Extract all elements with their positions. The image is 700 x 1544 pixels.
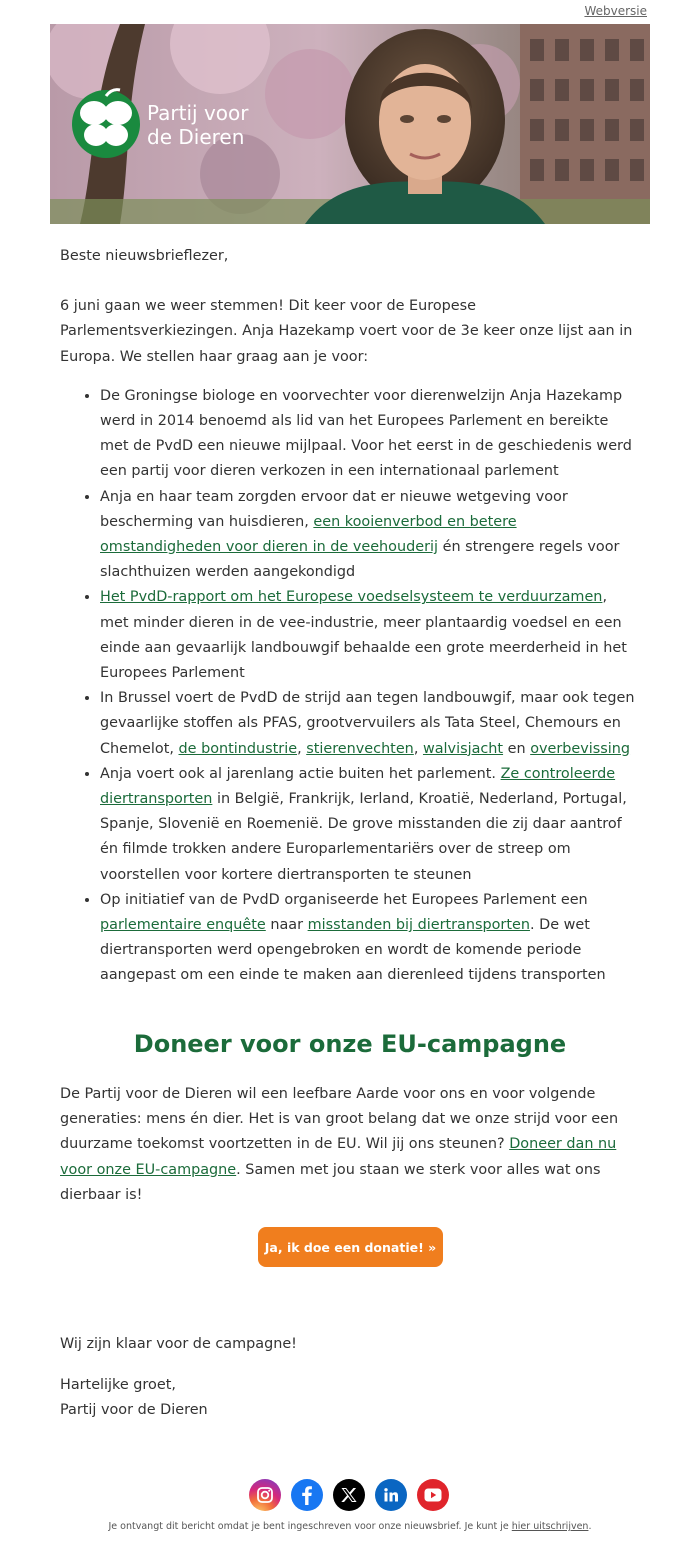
footer: Je ontvangt dit bericht omdat je bent ingeschreven voor onze nieuwsbrief. Je kunt je hier uitschrijven. [108,1521,592,1532]
list-item: • Op initiatief van de PvdD organiseerde het Europees Parlement een parlementaire enquête naar misstanden bij diertransporten. De wet diertransporten werd opengebroken en wordt de komende periode aangepast om een einde te maken aan dierenleed tijdens transporten [100,888,640,989]
list-item: • Het PvdD-rapport om het Europese voedselsysteem te verduurzamen, met minder dieren in de vee-industrie, meer plantaardig voedsel en een einde aan gevaarlijk landbouwgif behaalde een grote meerderheid in het Europees Parlement [100,585,640,686]
bontindustrie-link[interactable]: de bontindustrie [178,740,298,757]
instagram-icon[interactable] [249,1479,281,1511]
misstanden-link[interactable]: misstanden bij diertransporten [307,917,530,934]
diertransporten-controle-link[interactable]: Ze controleerde diertransporten [100,765,616,808]
list-item: • Anja en haar team zorgden ervoor dat er nieuwe wetgeving voor bescherming van huisdieren, een kooienverbod en betere omstandigheden voor dieren in de veehouderij én strengere regels voor slachthuizen werden aangekondigd [100,485,640,586]
facebook-icon[interactable] [291,1479,323,1511]
stierenvechten-link[interactable]: stierenvechten [306,740,414,757]
intro-paragraph: 6 juni gaan we weer stemmen! Dit keer voor de Europese Parlementsverkiezingen. Anja Hazekamp voert voor de 3e keer onze lijst aan in Europa. We stellen haar graag aan je voor: [60,298,633,365]
enquete-link[interactable]: parlementaire enquête [100,917,266,934]
newsletter-body [60,244,640,989]
overbevissing-link[interactable]: overbevissing [530,740,631,757]
rapport-link[interactable]: Het PvdD-rapport om het Europese voedselsysteem te verduurzamen [100,589,603,606]
youtube-icon[interactable] [417,1479,449,1511]
list-item: • In Brussel voert de PvdD de strijd aan tegen landbouwgif, maar ook tegen gevaarlijke stoffen als PFAS, grootvervuilers als Tata Steel, Chemours en Chemelot, de bontindustrie, stierenvechten, walvisjacht en overbevissing [100,686,640,762]
donate-heading: Doneer voor onze EU-campagne [133,1030,567,1058]
unsubscribe-link[interactable]: hier uitschrijven [511,1521,589,1532]
list-item: • Anja voert ook al jarenlang actie buiten het parlement. Ze controleerde diertransporten in België, Frankrijk, Ierland, Kroatië, Nederland, Portugal, Spanje, Slovenië en Roemenië. De grove misstanden die zij daar aantrof én filmde trokken andere Europarlementariërs over de streep om voorstellen voor kortere diertransporten te steunen [100,762,640,888]
logo-text-line2: de Dieren [147,125,245,149]
donate-button[interactable]: Ja, ik doe een donatie! » [258,1227,443,1267]
greeting: Beste nieuwsbrieflezer, [60,248,229,264]
hero-image [50,24,650,224]
closing-signature: Partij voor de Dieren [60,1402,208,1419]
list-item: • De Groningse biologe en voorvechter voor dierenwelzijn Anja Hazekamp werd in 2014 benoemd als lid van het Europees Parlement en bereikte met de PvdD een nieuwe mijlpaal. Voor het eerst in de geschiedenis werd een partij voor dieren verkozen in een internationaal parlement [100,384,640,485]
closing-section [60,1332,640,1424]
closing-ready: Wij zijn klaar voor de campagne! [60,1336,297,1352]
closing-regards: Hartelijke groet, [60,1377,176,1394]
donate-paragraph: De Partij voor de Dieren wil een leefbare Aarde voor ons en voor volgende generaties: mens én dier. Het is van groot belang dat we onze strijd voor een duurzame toekomst voortzetten in de EU. Wil jij ons steunen? Doneer dan nu voor onze EU-campagne. Samen met jou staan we sterk voor alles wat ons dierbaar is! [60,1086,619,1203]
hero-banner [50,24,650,224]
linkedin-icon[interactable] [375,1479,407,1511]
walvisjacht-link[interactable]: walvisjacht [422,740,504,757]
webversie-bar [584,4,647,18]
doneer-link[interactable]: Doneer dan nu voor onze EU-campagne [60,1136,617,1178]
bullet-list [60,384,640,989]
x-icon[interactable] [333,1479,365,1511]
kooienverbod-link[interactable]: een kooienverbod en betere omstandigheden voor dieren in de veehouderij [100,513,517,556]
logo-text-line1: Partij voor [147,101,249,125]
webversie-link[interactable]: Webversie [584,4,647,18]
social-links [249,1479,451,1511]
